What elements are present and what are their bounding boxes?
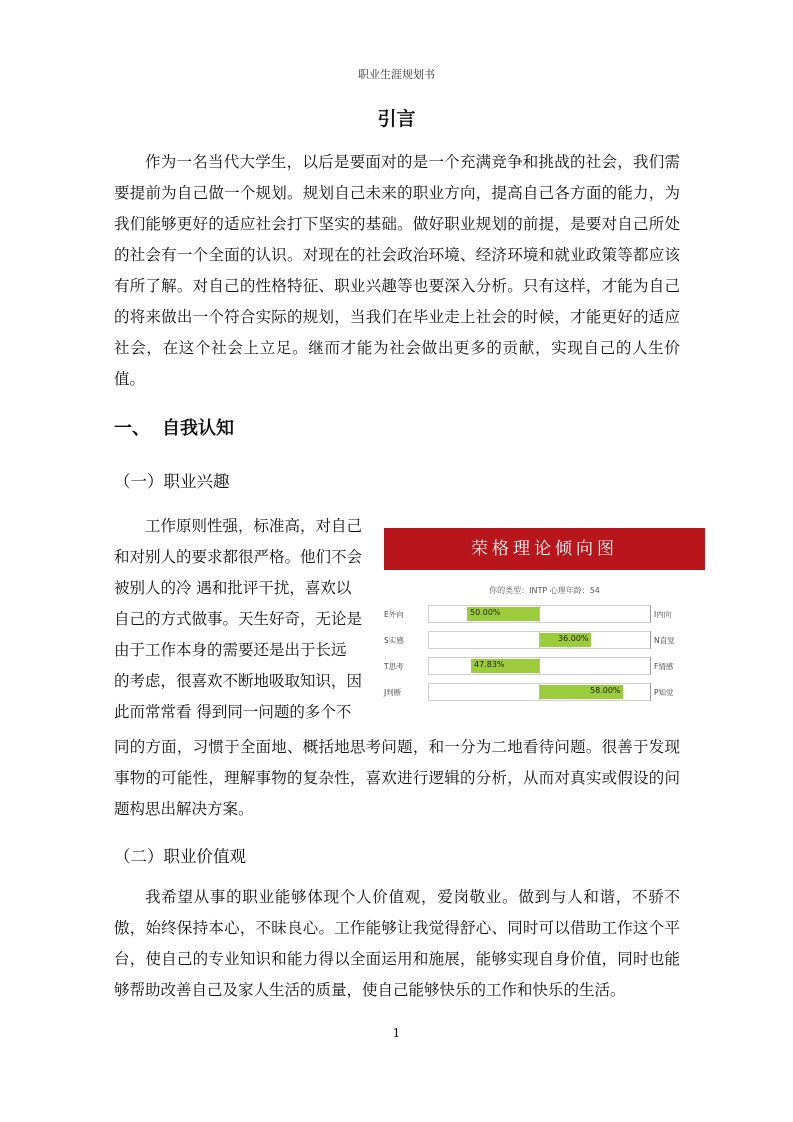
tendency-left-label: S实感 <box>384 636 404 645</box>
tendency-percent-label: 47.83% <box>474 660 505 669</box>
interest-line: 和对别人的要求都很严格。他们不会 <box>114 548 363 566</box>
tendency-percent-label: 50.00% <box>470 608 501 617</box>
section-number: 一、 <box>114 418 150 439</box>
tendency-bar-track <box>428 683 651 701</box>
interest-paragraph-continued: 同的方面，习惯于全面地、概括地思考问题，和一分为二地看待问题。很善于发现事物的可能性，理解事物的复杂性，喜欢进行逻辑的分析，从而对真实或假设的问题构思出解决方案。 <box>114 738 680 818</box>
interest-line: 此而常常看 得到同一问题的多个不 <box>114 703 352 721</box>
tendency-right-label: P知觉 <box>654 688 674 697</box>
interest-line: 工作原则性强，标准高，对自己 <box>145 517 363 535</box>
tendency-bar-track <box>428 631 651 649</box>
interest-line: 由于工作本身的需要还是出于长远 <box>114 641 347 659</box>
tendency-bar-track <box>428 605 651 623</box>
tendency-bar-track <box>428 657 651 675</box>
page-title: 引言 <box>377 108 416 130</box>
tendency-percent-label: 36.00% <box>558 634 589 643</box>
tendency-left-label: T思考 <box>384 662 404 671</box>
interest-paragraph-wrapped <box>114 511 370 728</box>
tendency-percent-label: 58.00% <box>590 686 621 695</box>
section-title: 自我认知 <box>162 418 234 439</box>
interest-line: 的考虑，很喜欢不断地吸取知识，因 <box>114 672 363 690</box>
values-paragraph: 我希望从事的职业能够体现个人价值观，爱岗敬业。做到与人和谐，不骄不傲，始终保持本心，不昧良心。工作能够让我觉得舒心、同时可以借助工作这个平台，使自己的专业知识和能力得以全面运用和施展，能够实现自身价值，同时也能够帮助改善自己及家人生活的质量，使自己能够快乐的工作和快乐的生活。 <box>114 888 680 999</box>
interest-line: 被别人的冷 遇和批评干扰，喜欢以 <box>114 579 352 597</box>
tendency-left-label: J判断 <box>384 688 402 697</box>
tendency-right-label: I内向 <box>654 610 672 619</box>
tendency-row <box>384 683 705 701</box>
tendency-midline <box>539 658 540 674</box>
tendency-row <box>384 631 705 649</box>
tendency-midline <box>539 606 540 622</box>
tendency-row <box>384 605 705 623</box>
tendency-right-label: F情感 <box>654 662 674 671</box>
tendency-left-label: E外向 <box>384 610 404 619</box>
subsection-heading-values: （二）职业价值观 <box>114 847 246 866</box>
intro-paragraph: 作为一名当代大学生，以后是要面对的是一个充满竞争和挑战的社会，我们需要提前为自己做一个规划。规划自己未来的职业方向，提高自己各方面的能力，为我们能够更好的适应社会打下坚实的基础。做好职业规划的前提，是要对自己所处的社会有一个全面的认识。对现在的社会政治环境、经济环境和就业政策等都应该有所了解。对自己的性格特征、职业兴趣等也要深入分析。只有这样，才能为自己的将来做出一个符合实际的规划，当我们在毕业走上社会的时候，才能更好的适应社会，在这个社会上立足。继而才能为社会做出更多的贡献，实现自己的人生价值。 <box>114 153 680 388</box>
chart-title: 荣格理论倾向图 <box>384 528 705 570</box>
page-number: 1 <box>392 1026 401 1040</box>
tendency-right-label: N直觉 <box>654 636 675 645</box>
section-heading-self-awareness <box>114 414 234 440</box>
subsection-heading-interest: （一）职业兴趣 <box>114 472 230 491</box>
interest-line: 自己的方式做事。天生好奇，无论是 <box>114 610 363 628</box>
chart-subtitle: 你的类型：INTP 心理年龄：54 <box>489 586 600 595</box>
tendency-row <box>384 657 705 675</box>
jung-tendency-chart <box>384 528 705 712</box>
page-header: 职业生涯规划书 <box>358 68 435 81</box>
